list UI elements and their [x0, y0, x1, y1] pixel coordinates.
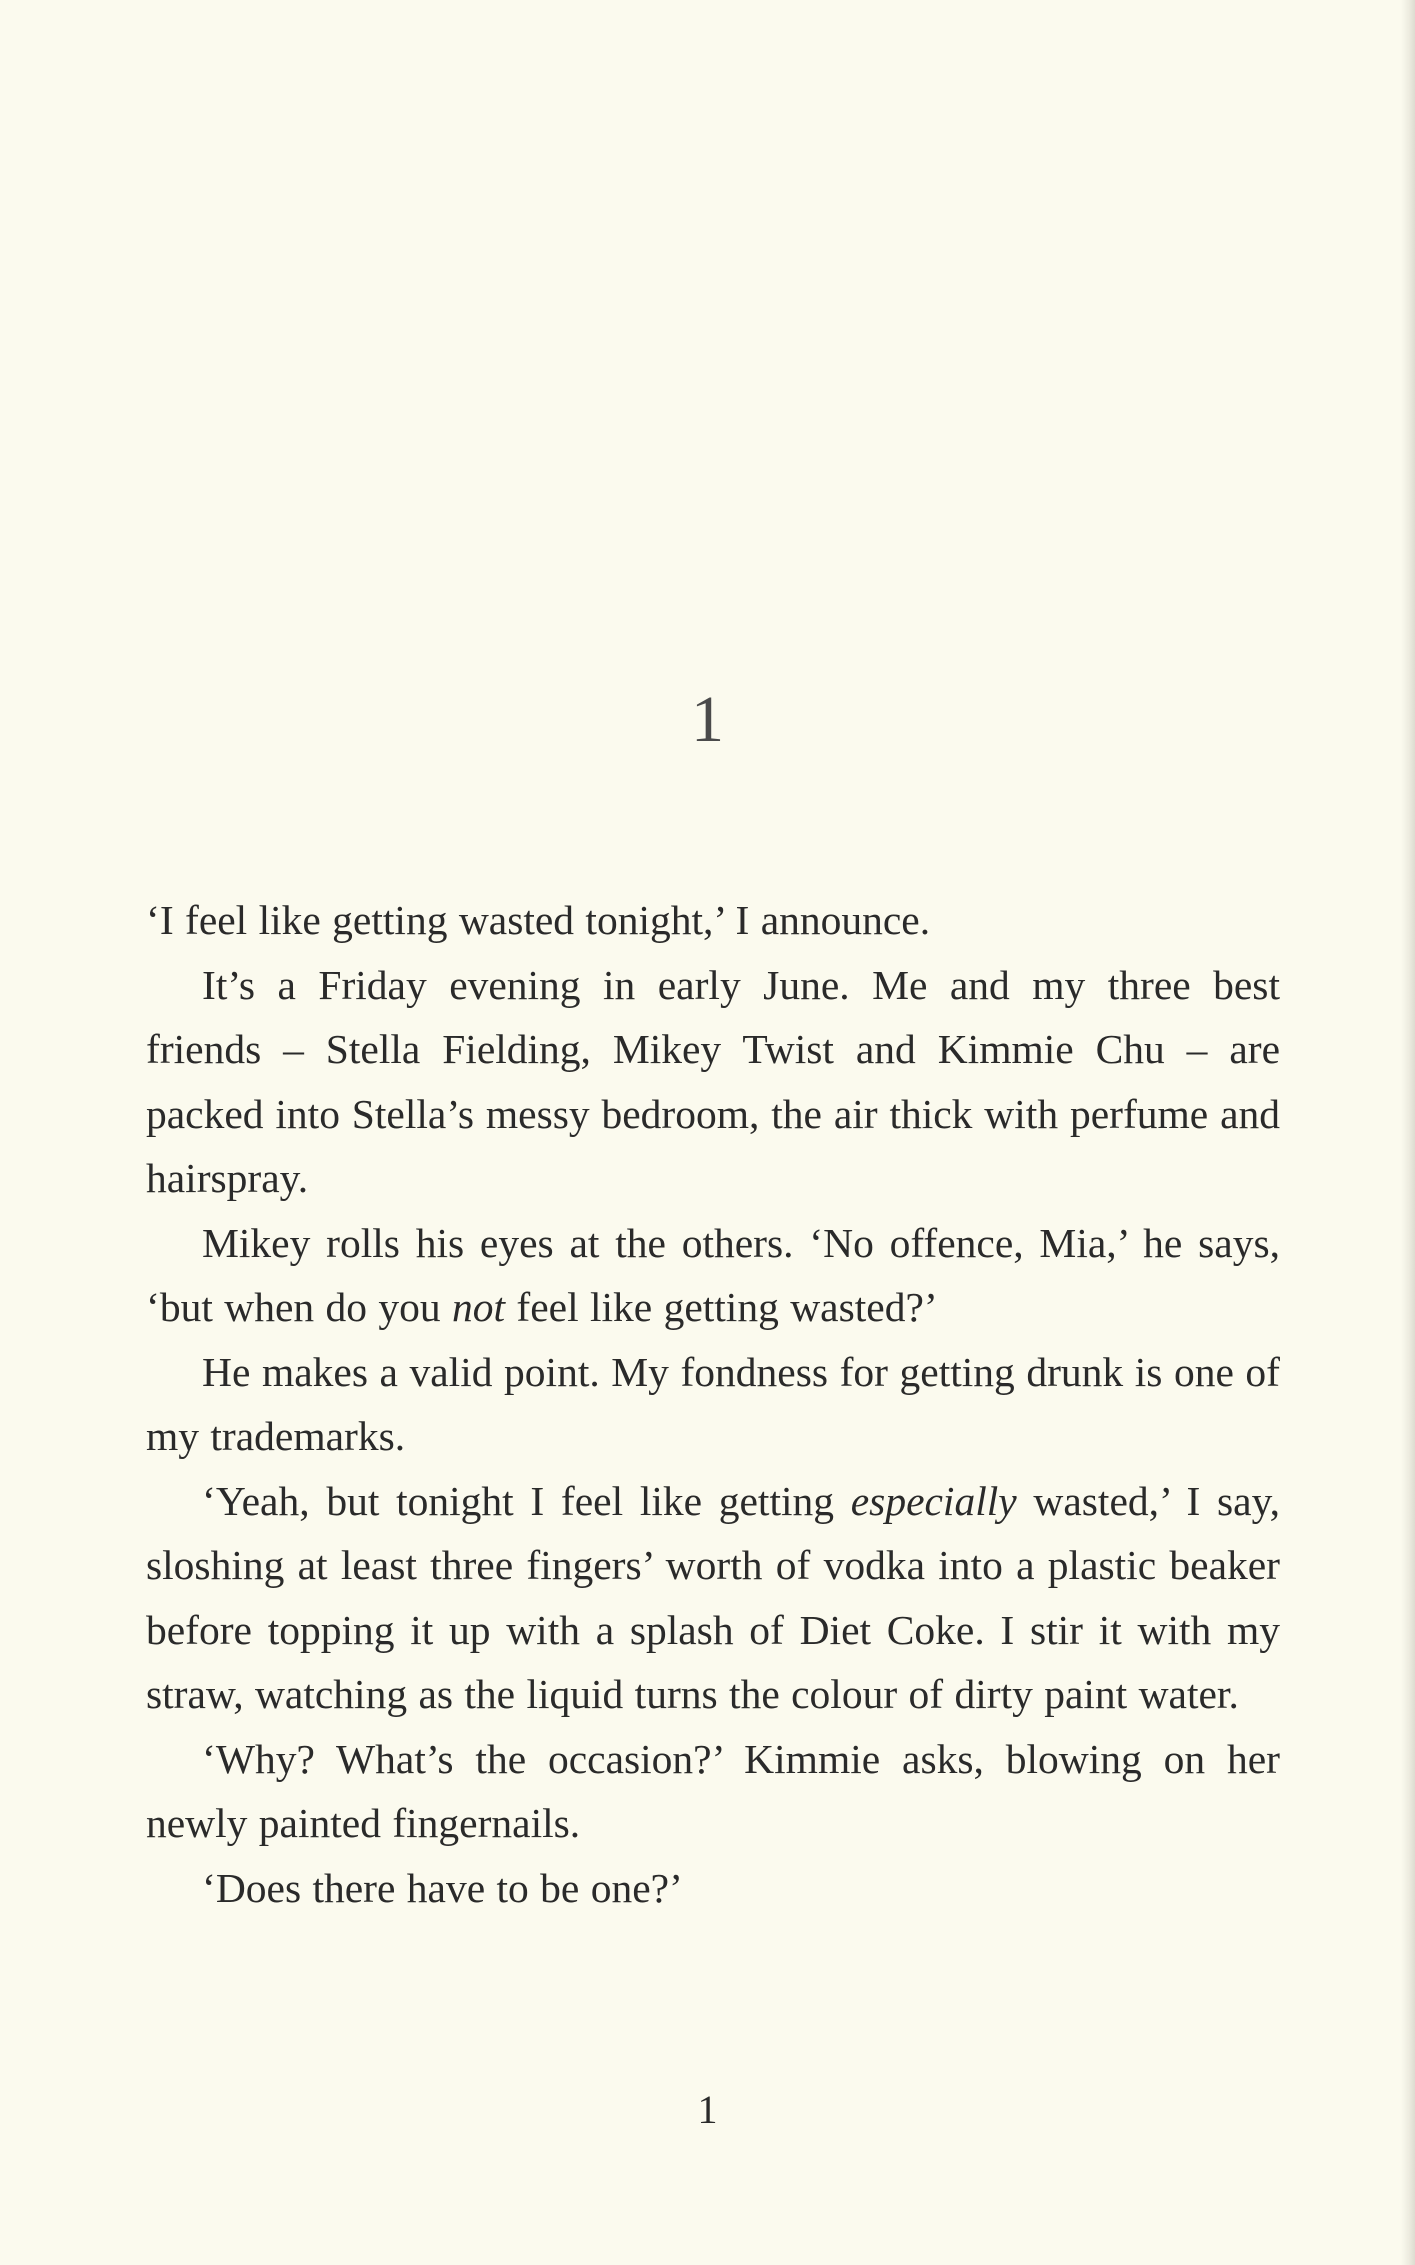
paragraph	[146, 1727, 1280, 1856]
text-run: Mikey rolls his eyes at the others. ‘No offence, Mia,’ he says, ‘but when do you	[146, 1219, 1280, 1330]
text-run: wasted,’ I say, sloshing at least three fingers’ worth of vodka into a plastic beaker before topping it up with a splash of Diet Coke. I stir it with my straw, watching as the liquid turns the colour of dirty paint water.	[146, 1477, 1280, 1717]
text-run: feel like getting wasted?’	[505, 1284, 938, 1330]
paragraph	[146, 888, 1280, 953]
paragraph	[146, 1469, 1280, 1727]
paragraph	[146, 1856, 1280, 1921]
page-edge-shadow	[1401, 0, 1415, 2265]
text-run: ‘Does there have to be one?’	[202, 1864, 683, 1911]
italic-text-run: especially	[850, 1477, 1017, 1524]
chapter-number: 1	[691, 683, 724, 756]
text-run: ‘Why? What’s the occasion?’ Kimmie asks, blowing on her newly painted fingernails.	[146, 1735, 1280, 1846]
paragraph	[146, 953, 1280, 1211]
paragraph	[146, 1211, 1280, 1340]
text-run: ‘I feel like getting wasted tonight,’ I announce.	[146, 897, 931, 943]
italic-text-run: not	[452, 1284, 506, 1330]
body-text	[146, 888, 1280, 1920]
page-number: 1	[697, 2087, 718, 2132]
text-run: He makes a valid point. My fondness for getting drunk is one of my trademarks.	[146, 1348, 1280, 1459]
text-run: ‘Yeah, but tonight I feel like getting	[202, 1477, 851, 1524]
text-run: It’s a Friday evening in early June. Me and my three best friends – Stella Fielding, Mikey Twist and Kimmie Chu – are packed into Stella’s messy bedroom, the air thick with perfume and hairspray.	[146, 961, 1280, 1201]
paragraph	[146, 1340, 1280, 1469]
